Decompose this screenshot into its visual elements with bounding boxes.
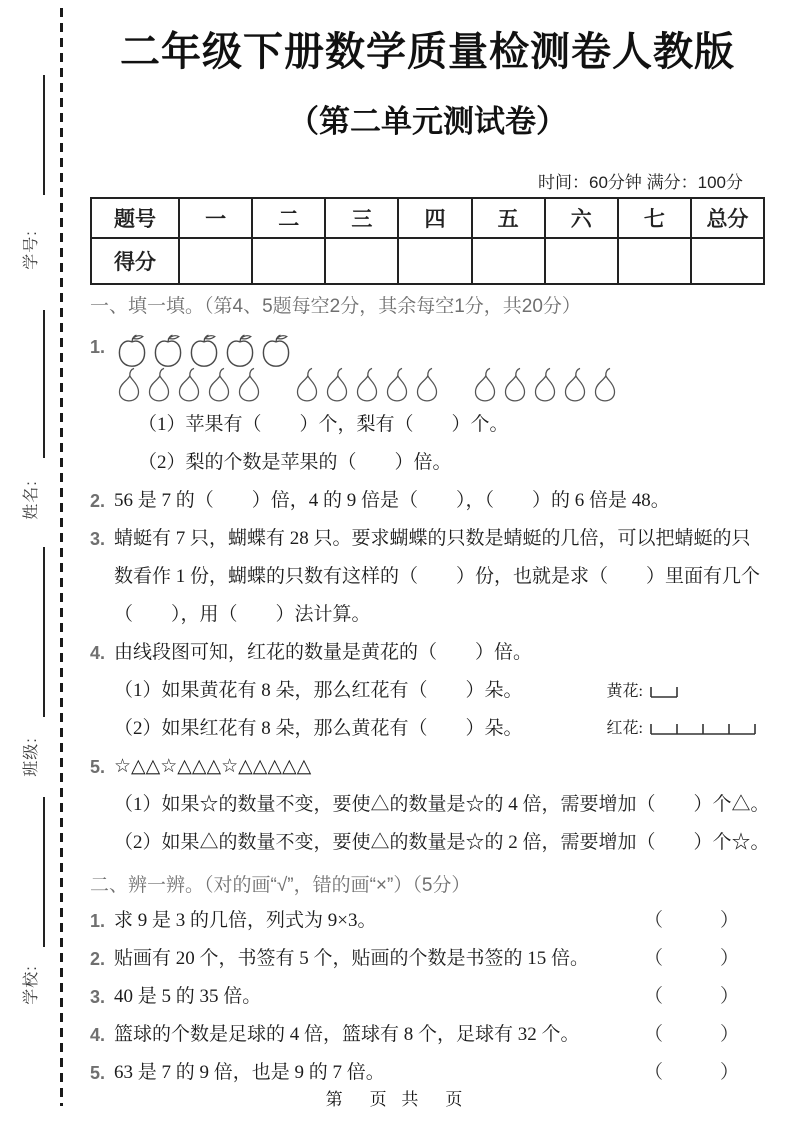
question-1-sub1: （1）苹果有（ ）个，梨有（ ）个。: [138, 414, 509, 435]
tf-item-4: [90, 1016, 765, 1054]
pear-icon: [234, 364, 264, 406]
class-write-line: [43, 547, 45, 717]
tf-item-4-number: 4.: [90, 1025, 106, 1045]
question-1: [90, 330, 765, 482]
section1-heading: 一、填一填。（第4、5题每空2分，其余每空1分，共20分）: [90, 296, 581, 317]
question-4-sub2: （2）如果红花有 8 朵，那么黄花有（ ）朵。: [114, 718, 523, 739]
tf-item-3-number: 3.: [90, 987, 106, 1007]
student-id-write-line: [43, 75, 45, 195]
score-table-cell: 四: [398, 198, 471, 238]
class-label: 班级:: [23, 737, 40, 777]
student-id-label: 学号:: [23, 230, 40, 270]
red-flower-row: [607, 715, 757, 738]
score-blank-cell: [325, 238, 398, 284]
score-table-cell: 总分: [691, 198, 764, 238]
question-2-text: 56 是 7 的（ ）倍，4 的 9 倍是（ ），（ ）的 6 倍是 48。: [114, 490, 670, 511]
score-blank-cell: [179, 238, 252, 284]
tf-item-4-text: 篮球的个数是足球的 4 倍，篮球有 8 个，足球有 32 个。: [114, 1024, 580, 1045]
tf-item-5-answer-blank: （ ）: [643, 1062, 739, 1083]
apple-icon: [258, 332, 294, 368]
section2-heading: 二、辨一辨。（对的画“√”，错的画“×”）（5分）: [90, 875, 471, 896]
score-table: [90, 197, 765, 285]
question-5-sub2: （2）如果△的数量不变，要使△的数量是☆的 2 倍，需要增加（ ）个☆。: [114, 832, 770, 853]
tf-item-2-text: 贴画有 20 个，书签有 5 个，贴画的个数是书签的 15 倍。: [114, 948, 590, 969]
score-blank-cell: [545, 238, 618, 284]
tf-item-1: [90, 902, 765, 940]
score-blank-cell: [472, 238, 545, 284]
pear-icon: [412, 364, 442, 406]
tf-item-2-answer-blank: （ ）: [643, 948, 739, 969]
question-4-text: 由线段图可知，红花的数量是黄花的（ ）倍。: [114, 642, 533, 663]
pear-icon: [470, 364, 500, 406]
question-4-sub1: （1）如果黄花有 8 朵，那么红花有（ ）朵。: [114, 680, 523, 701]
tf-item-1-answer-blank: （ ）: [643, 910, 739, 931]
score-table-cell: 题号: [91, 198, 179, 238]
pear-icon: [352, 364, 382, 406]
score-table-score-row: [91, 238, 764, 284]
question-3-number: 3.: [90, 529, 106, 549]
question-5-body: [114, 748, 770, 862]
paper-subtitle: （第二单元测试卷）: [288, 104, 567, 139]
score-table-cell: 六: [545, 198, 618, 238]
pear-icon: [590, 364, 620, 406]
page-footer: 第 页 共 页: [325, 1090, 468, 1109]
pear-icon: [114, 364, 144, 406]
paper-content: [90, 0, 770, 1092]
tf-item-5-number: 5.: [90, 1063, 106, 1083]
question-4-number: 4.: [90, 643, 106, 663]
question-2-number: 2.: [90, 491, 106, 511]
name-write-line: [43, 310, 45, 458]
question-5: [90, 748, 770, 862]
red-flower-segment: [649, 716, 757, 738]
yellow-flower-segment: [649, 679, 679, 701]
apple-icon: [150, 332, 186, 368]
question-1-body: [114, 330, 765, 482]
tf-item-1-text: 求 9 是 3 的几倍，列式为 9×3。: [114, 910, 377, 931]
name-label: 姓名:: [23, 480, 40, 520]
score-table-cell: 二: [252, 198, 325, 238]
score-table-cell: 七: [618, 198, 691, 238]
red-flower-label: 红花:: [606, 720, 643, 737]
tf-item-4-answer-blank: （ ）: [643, 1024, 739, 1045]
pear-icon: [530, 364, 560, 406]
tf-item-1-number: 1.: [90, 911, 106, 931]
question-5-symbols: ☆△△☆△△△☆△△△△△: [114, 756, 312, 777]
apple-icon: [222, 332, 258, 368]
pears-row: [114, 364, 765, 406]
tf-item-5-text: 63 是 7 的 9 倍，也是 9 的 7 倍。: [114, 1062, 385, 1083]
pear-icon: [292, 364, 322, 406]
yellow-flower-label: 黄花:: [606, 683, 643, 700]
line-segment-diagram: [607, 678, 757, 752]
score-row-label: 得分: [91, 238, 179, 284]
time-score-meta: 时间：60分钟 满分：100分: [538, 173, 743, 192]
yellow-flower-row: [607, 678, 757, 701]
pear-icon: [382, 364, 412, 406]
question-5-number: 5.: [90, 757, 106, 777]
question-3: [90, 520, 765, 634]
seal-dashed-line: [60, 8, 63, 1106]
score-blank-cell: [398, 238, 471, 284]
tf-item-3-answer-blank: （ ）: [643, 986, 739, 1007]
question-1-number: 1.: [90, 337, 106, 357]
question-4: [90, 634, 765, 748]
score-table-cell: 一: [179, 198, 252, 238]
tf-item-2: [90, 940, 765, 978]
question-3-text: 蜻蜓有 7 只，蝴蝶有 28 只。要求蝴蝶的只数是蜻蜓的几倍，可以把蜻蜓的只数看作 1 份，蝴蝶的只数有这样的（ ）份，也就是求（ ）里面有几个（ ），用（ ）法计算。: [114, 528, 761, 625]
tf-item-2-number: 2.: [90, 949, 106, 969]
question-2: [90, 482, 765, 520]
pear-icon: [500, 364, 530, 406]
tf-item-3-text: 40 是 5 的 35 倍。: [114, 986, 262, 1007]
pear-icon: [174, 364, 204, 406]
score-table-cell: 五: [472, 198, 545, 238]
pear-icon: [144, 364, 174, 406]
question-1-sub2: （2）梨的个数是苹果的（ ）倍。: [138, 452, 452, 473]
pear-icon: [322, 364, 352, 406]
score-blank-cell: [691, 238, 764, 284]
paper-title: 二年级下册数学质量检测卷人教版: [120, 30, 735, 74]
apples-row: [114, 330, 765, 368]
question-5-sub1: （1）如果☆的数量不变，要使△的数量是☆的 4 倍，需要增加（ ）个△。: [114, 794, 770, 815]
school-label: 学校:: [23, 965, 40, 1005]
score-blank-cell: [252, 238, 325, 284]
score-table-cell: 三: [325, 198, 398, 238]
tf-item-3: [90, 978, 765, 1016]
score-blank-cell: [618, 238, 691, 284]
school-write-line: [43, 797, 45, 947]
apple-icon: [114, 332, 150, 368]
pear-icon: [560, 364, 590, 406]
apple-icon: [186, 332, 222, 368]
score-table-header-row: [91, 198, 764, 238]
pear-icon: [204, 364, 234, 406]
